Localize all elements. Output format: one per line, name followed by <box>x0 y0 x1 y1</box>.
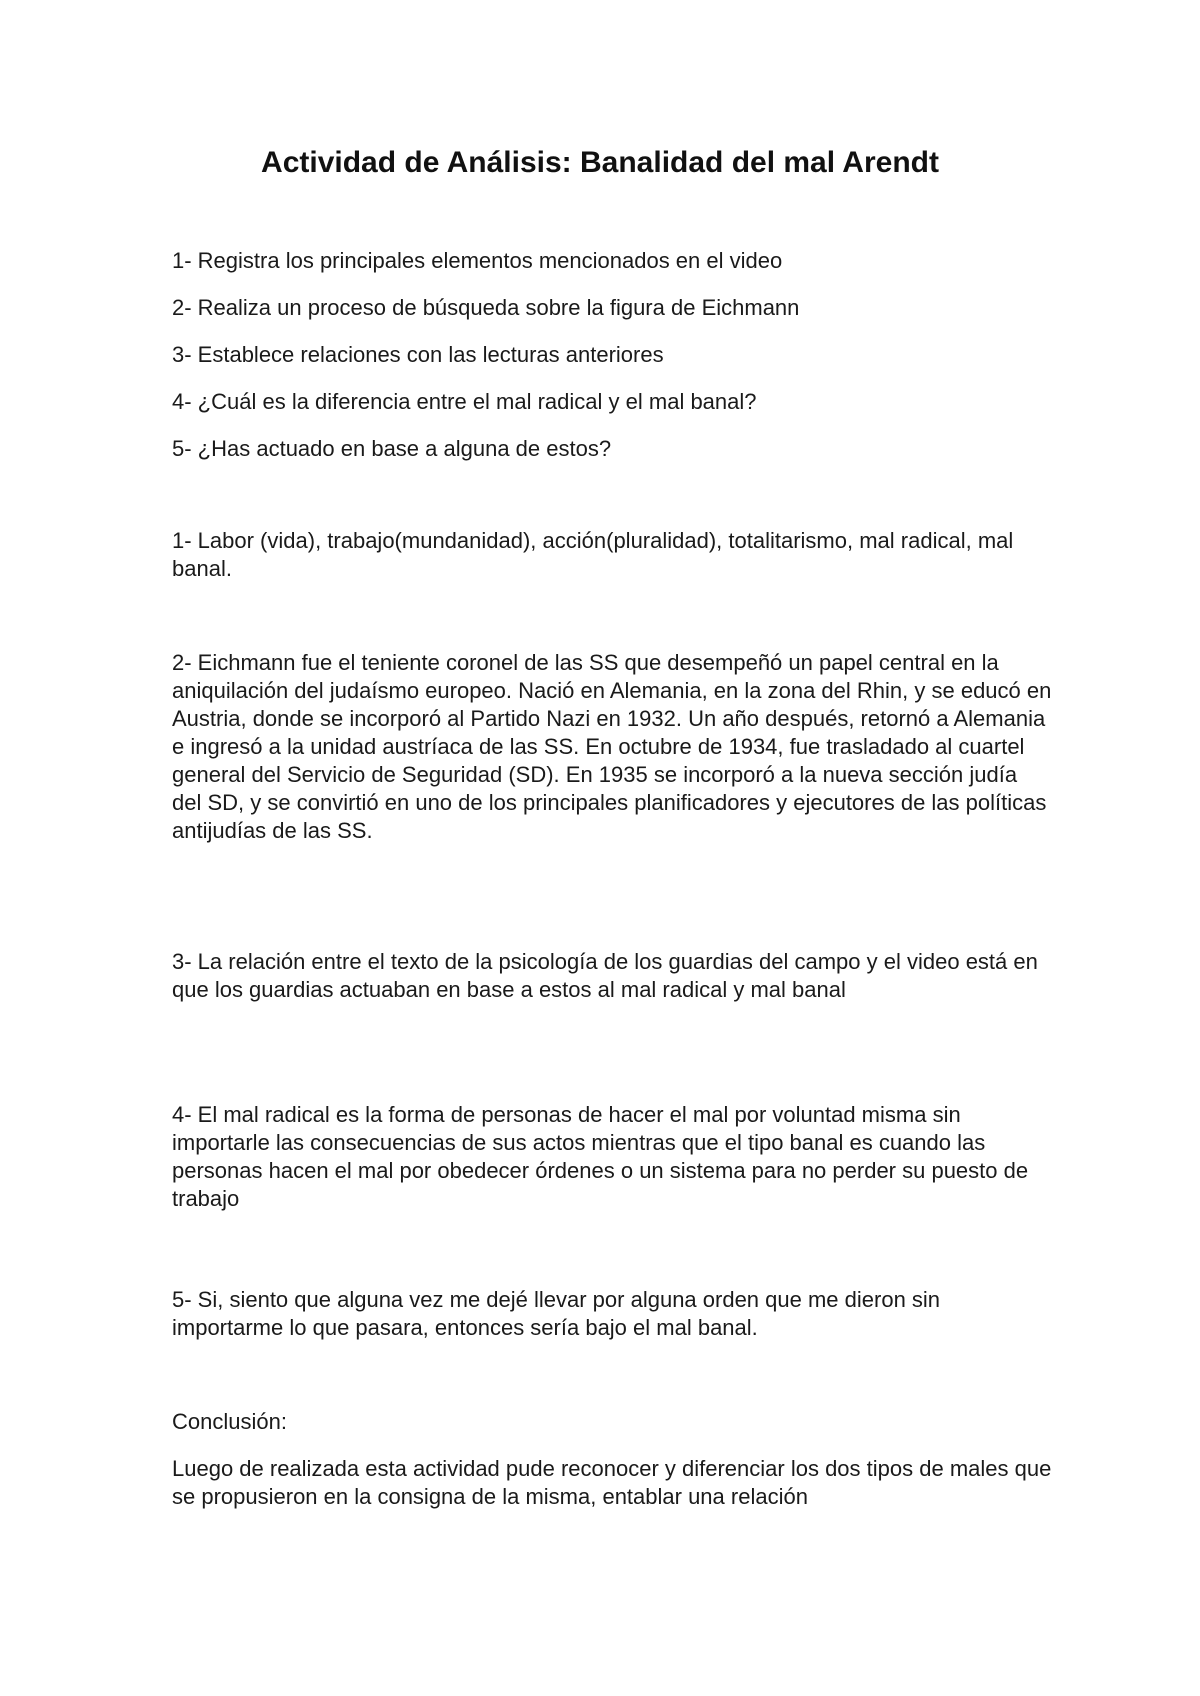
question-5: 5- ¿Has actuado en base a alguna de estos? <box>172 436 612 461</box>
conclusion-text: Luego de realizada esta actividad pude reconocer y diferenciar los dos tipos de males que se propusieron en la consigna de la misma, entablar una relación <box>172 1456 1052 1509</box>
answer-5: 5- Si, siento que alguna vez me dejé llevar por alguna orden que me dieron sin importarme lo que pasara, entonces sería bajo el mal banal. <box>172 1287 941 1340</box>
question-4: 4- ¿Cuál es la diferencia entre el mal radical y el mal banal? <box>172 389 757 414</box>
conclusion-label: Conclusión: <box>172 1409 287 1434</box>
question-2: 2- Realiza un proceso de búsqueda sobre la figura de Eichmann <box>172 295 800 320</box>
answer-4: 4- El mal radical es la forma de personas de hacer el mal por voluntad misma sin importarle las consecuencias de sus actos mientras que el tipo banal es cuando las personas hacen el mal por obedecer órdenes o un sistema para no perder su puesto de trabajo <box>172 1102 1029 1211</box>
answer-1: 1- Labor (vida), trabajo(mundanidad), acción(pluralidad), totalitarismo, mal radical, mal banal. <box>172 528 1014 581</box>
answer-2: 2- Eichmann fue el teniente coronel de las SS que desempeñó un papel central en la aniquilación del judaísmo europeo. Nació en Alemania, en la zona del Rhin, y se educó en Austria, donde se incorporó al Partido Nazi en 1932. Un año después, retornó a Alemania e ingresó a la unidad austríaca de las SS. En octubre de 1934, fue trasladado al cuartel general del Servicio de Seguridad (SD). En 1935 se incorporó a la nueva sección judía del SD, y se convirtió en uno de los principales planificadores y ejecutores de las políticas antijudías de las SS. <box>172 650 1052 843</box>
document-title: Actividad de Análisis: Banalidad del mal Arendt <box>261 146 939 179</box>
answer-3: 3- La relación entre el texto de la psicología de los guardias del campo y el video está en que los guardias actuaban en base a estos al mal radical y mal banal <box>172 949 1038 1002</box>
question-1: 1- Registra los principales elementos mencionados en el video <box>172 248 783 273</box>
question-3: 3- Establece relaciones con las lecturas anteriores <box>172 342 664 367</box>
